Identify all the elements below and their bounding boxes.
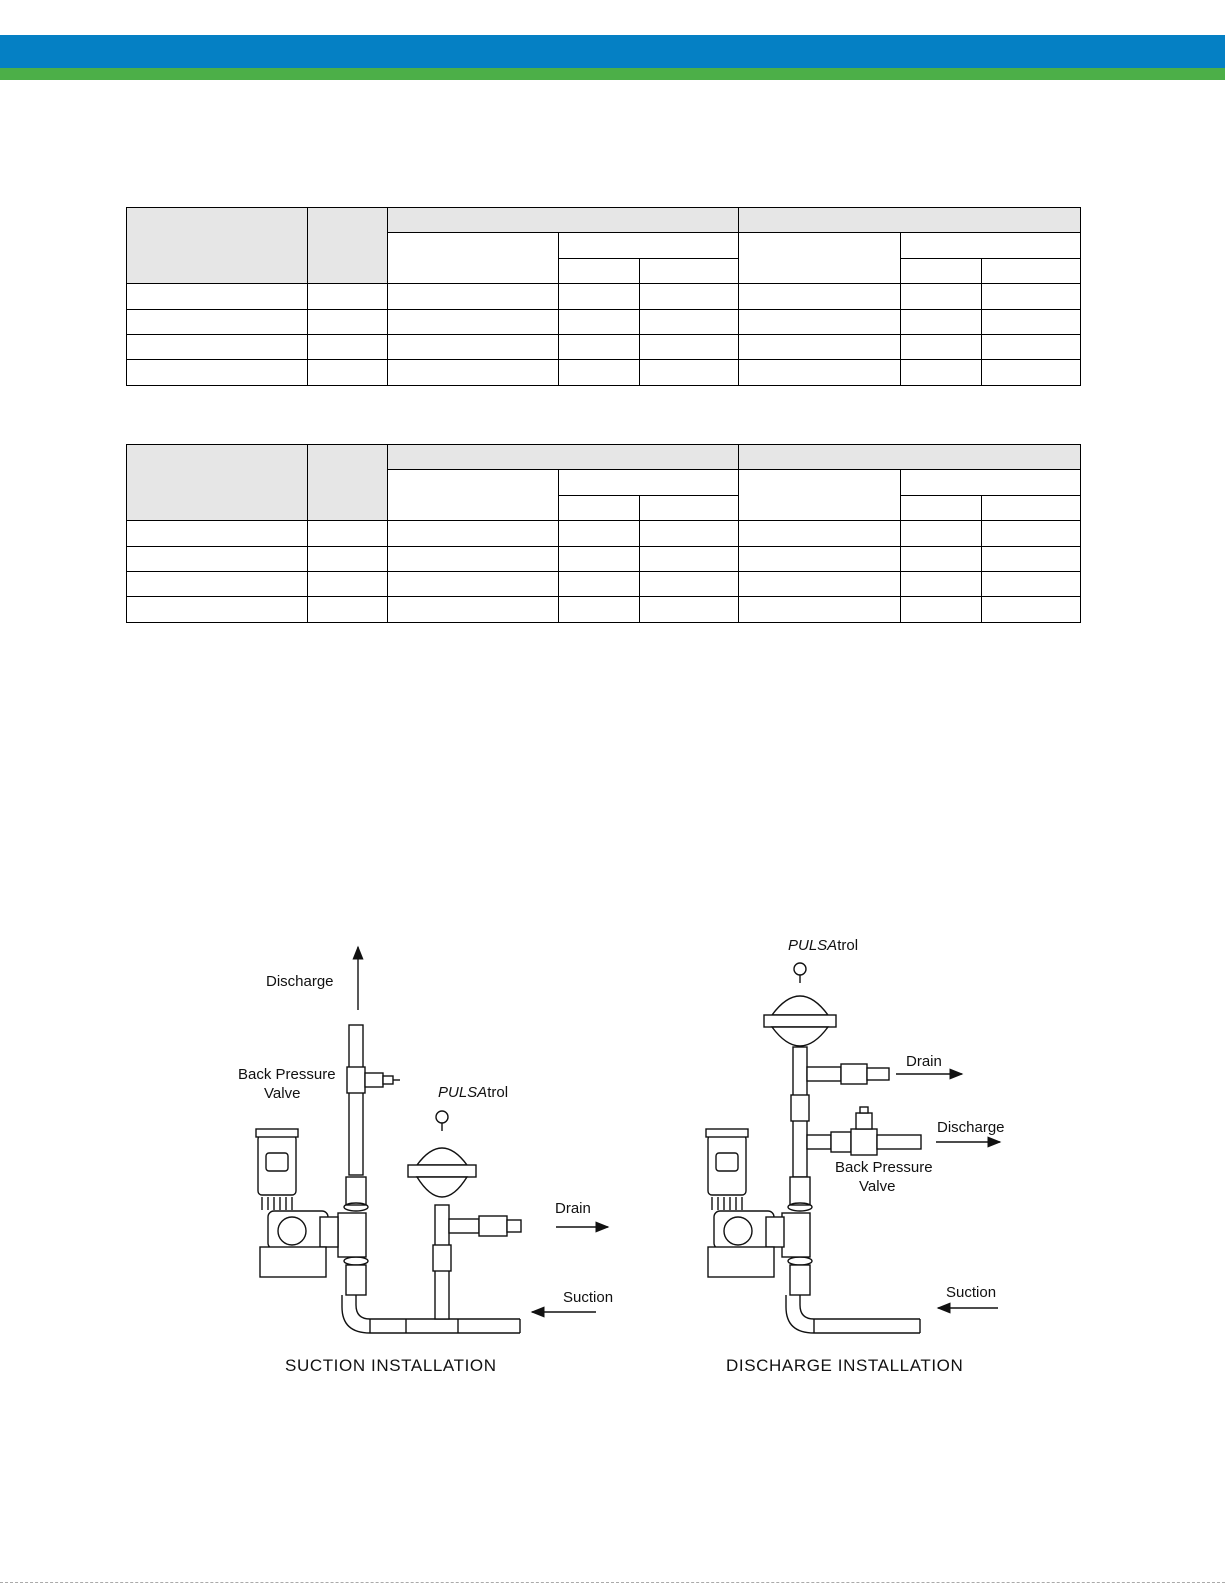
header-cell [388,470,559,521]
footer-rule [0,1582,1225,1583]
header-cell [981,495,1080,520]
label-back-pressure-valve-line2: Valve [264,1085,301,1102]
table-row [127,334,1081,359]
header-cell [901,470,1081,495]
header-cell [559,495,640,520]
table-row [127,546,1081,571]
label-suction: Suction [563,1289,614,1306]
suction-installation-diagram [230,935,630,1395]
spec-table-2 [126,444,1081,623]
table-row [127,521,1081,546]
caption-suction-installation: SUCTION INSTALLATION [285,1356,497,1375]
header-cell [901,233,1081,258]
label-discharge: Discharge [937,1119,1005,1136]
table-row [127,571,1081,596]
header-cell-size [307,445,388,521]
label-discharge: Discharge [266,973,334,990]
header-cell-group-b [738,445,1080,470]
label-back-pressure-valve-line1: Back Pressure [835,1159,933,1176]
header-cell [639,495,738,520]
header-cell [738,470,901,521]
header-band-blue [0,35,1225,68]
header-cell [388,233,559,284]
caption-discharge-installation: DISCHARGE INSTALLATION [726,1356,964,1375]
table-row [127,284,1081,309]
label-suction: Suction [946,1284,997,1301]
table-row [127,597,1081,622]
discharge-installation-diagram [700,935,1020,1395]
header-cell [901,495,982,520]
label-back-pressure-valve-line2: Valve [859,1178,896,1195]
label-back-pressure-valve-line1: Back Pressure [238,1066,336,1083]
header-cell-group-a [388,208,738,233]
header-band-green [0,68,1225,80]
header-cell-group-a [388,445,738,470]
header-cell-group-b [738,208,1080,233]
header-cell [981,258,1080,283]
header-cell [559,258,640,283]
header-cell [738,233,901,284]
header-cell [639,258,738,283]
header-cell [901,258,982,283]
label-drain: Drain [906,1053,942,1070]
header-cell-size [307,208,388,284]
label-drain: Drain [555,1200,591,1217]
spec-table-1 [126,207,1081,386]
label-pulsatrol: PULSAtrol [788,937,859,954]
header-cell [559,470,739,495]
header-cell [559,233,739,258]
table-row [127,360,1081,385]
header-cell-model [127,445,308,521]
header-cell-model [127,208,308,284]
table-row [127,309,1081,334]
label-pulsatrol: PULSAtrol [438,1084,509,1101]
